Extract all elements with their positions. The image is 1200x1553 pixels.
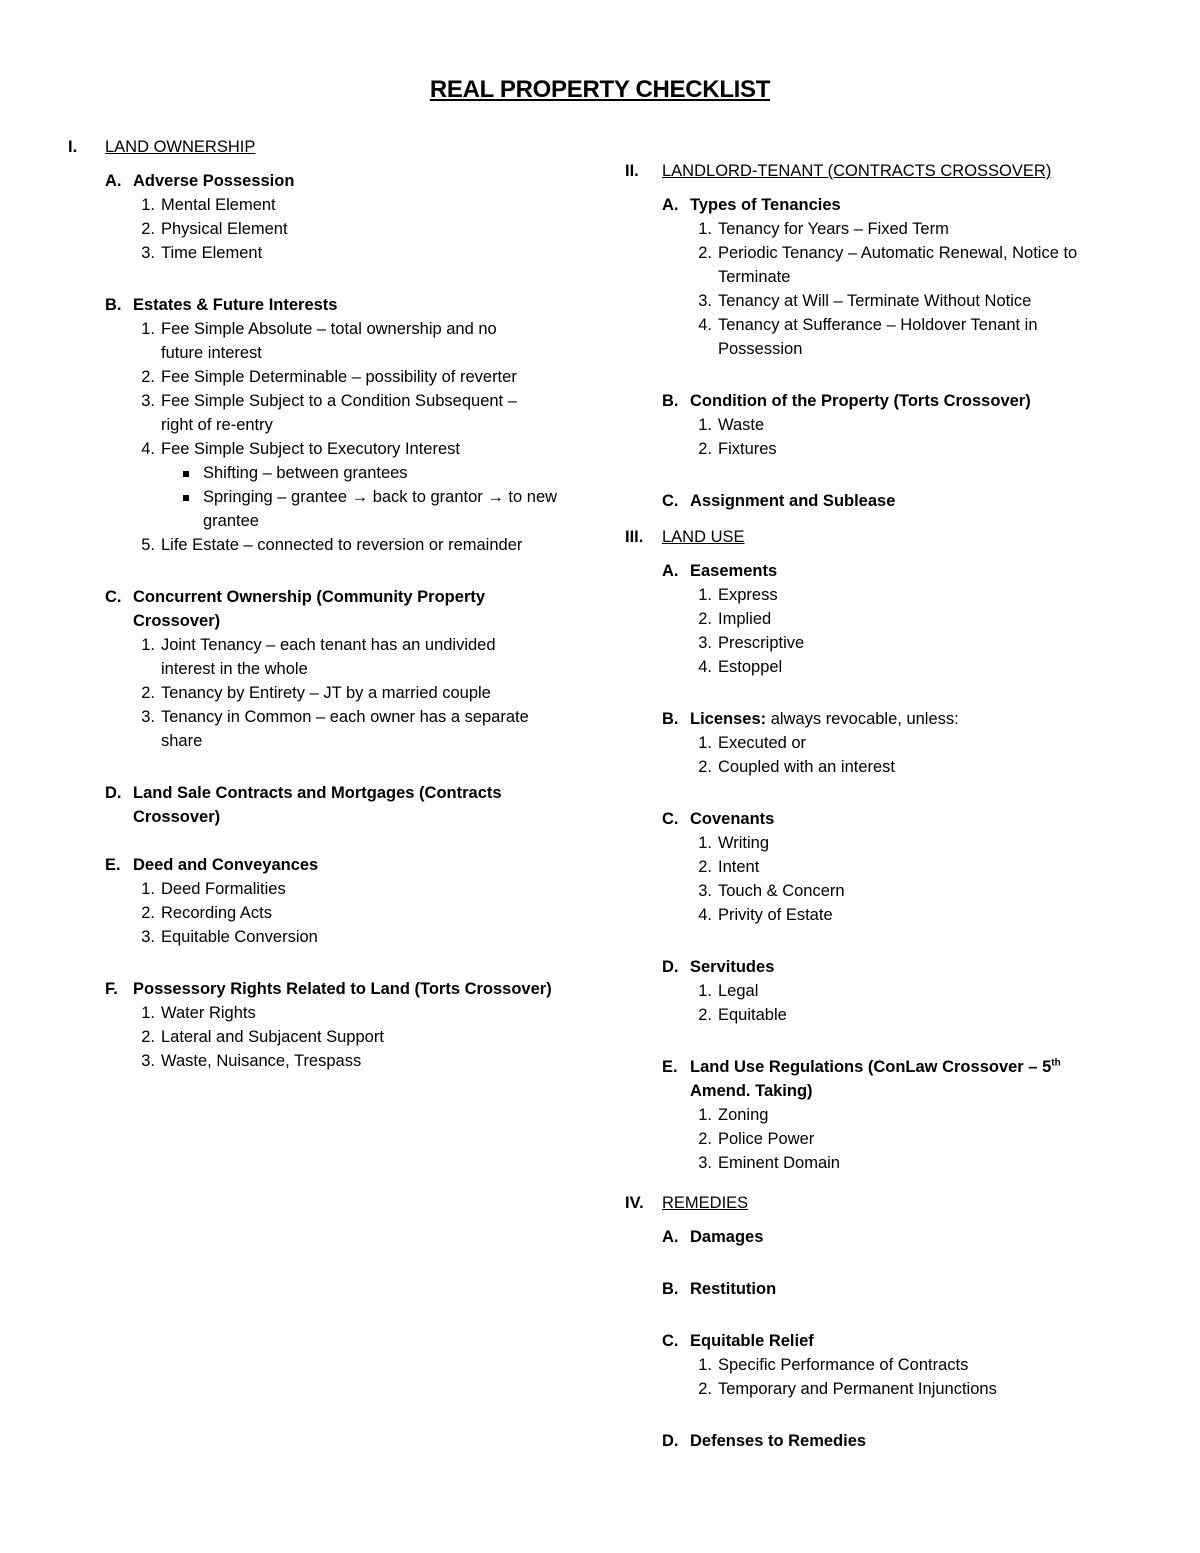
item-number: 1. [141,636,155,654]
item-text: Equitable [718,1006,787,1024]
subsection-letter: C. [105,588,122,606]
subsection-label: Assignment and Sublease [690,492,896,510]
item-number: 2. [698,440,712,458]
section-number: I. [68,138,78,156]
subsection-assignment-sublease [662,489,1145,513]
subsection-letter: C. [662,492,679,510]
item-number: 3. [141,708,155,726]
list-item [690,655,1145,679]
section-landlord-tenant [625,159,1145,513]
subsection-easements [662,559,1145,679]
square-bullet-icon [175,461,203,485]
item-number: 1. [141,320,155,338]
section-land-ownership [68,135,608,1073]
item-number: 3. [141,392,155,410]
item-text: Deed Formalities [161,880,286,898]
item-text: Specific Performance of Contracts [718,1356,969,1374]
subsection-letter: B. [662,1280,679,1298]
item-text: Express [718,586,778,604]
list-item [690,583,1145,607]
list-item [133,1049,608,1073]
subsection-letter: A. [662,1228,679,1246]
item-text: Water Rights [161,1004,256,1022]
list-item [133,877,608,901]
subsection-letter: C. [662,810,679,828]
subsection-land-use-regulations [662,1055,1145,1175]
item-text: Tenancy in Common – each owner has a separate share [161,708,529,750]
list-item [133,241,608,265]
section-land-use [625,525,1145,1175]
item-text: Fee Simple Subject to a Condition Subsequent – right of re-entry [161,392,517,434]
item-number: 5. [141,536,155,554]
section-label: LAND USE [662,528,745,546]
item-text: Periodic Tenancy – Automatic Renewal, Notice to Terminate [718,244,1078,286]
item-number: 2. [698,758,712,776]
list-item [690,607,1145,631]
subsection-label: Licenses: [690,710,767,728]
subsection-letter: D. [105,784,122,802]
list-item [133,217,608,241]
item-number: 1. [698,834,712,852]
item-text: Implied [718,610,772,628]
item-number: 3. [141,244,155,262]
item-number: 2. [698,858,712,876]
item-text: Intent [718,858,760,876]
list-item [133,925,608,949]
item-text: Fee Simple Determinable – possibility of reverter [161,368,517,386]
item-text: Touch & Concern [718,882,845,900]
item-text: Coupled with an interest [718,758,896,776]
item-number: 2. [141,220,155,238]
list-item [133,705,573,753]
list-item [690,1377,1145,1401]
subsection-equitable-relief [662,1329,1145,1401]
list-item [690,1003,1145,1027]
list-item [690,1151,1145,1175]
bullet-text: Shifting – between grantees [203,464,408,482]
item-text: Joint Tenancy – each tenant has an undivided interest in the whole [161,636,496,678]
item-number: 1. [141,1004,155,1022]
list-item [690,1103,1145,1127]
subsection-label [690,1055,1090,1103]
list-item [690,903,1145,927]
item-text: Privity of Estate [718,906,833,924]
section-label: LAND OWNERSHIP [105,138,256,156]
item-number: 2. [698,1380,712,1398]
subsection-label: Adverse Possession [133,172,295,190]
item-number: 3. [698,292,712,310]
subsection-label: Easements [690,562,778,580]
list-item [133,389,573,437]
item-number: 3. [698,882,712,900]
item-text: Fixtures [718,440,777,458]
item-number: 2. [141,684,155,702]
list-item [133,681,573,705]
list-item [133,365,573,389]
subsection-restitution [662,1277,1145,1301]
subsection-letter: A. [105,172,122,190]
subsection-covenants [662,807,1145,927]
item-number: 2. [698,1130,712,1148]
item-number: 1. [698,982,712,1000]
subsection-damages [662,1225,1145,1249]
subsection-label: Equitable Relief [690,1332,814,1350]
item-number: 2. [141,1028,155,1046]
item-number: 1. [698,220,712,238]
item-text: Waste [718,416,765,434]
item-number: 1. [698,1356,712,1374]
subsection-label: Types of Tenancies [690,196,841,214]
item-number: 3. [698,634,712,652]
subsection-letter: F. [105,980,118,998]
subsection-letter: B. [105,296,122,314]
left-column [68,135,608,1101]
list-item [133,1001,608,1025]
subsection-estates-future-interests [105,293,608,557]
subsection-label-part: Land Use Regulations (ConLaw Crossover – 5 [690,1058,1052,1076]
item-text: Executed or [718,734,807,752]
subsection-deed-conveyances [105,853,608,949]
subsection-letter: B. [662,710,679,728]
list-item [133,533,608,557]
item-text: Time Element [161,244,263,262]
item-text: Writing [718,834,770,852]
subsection-label: Land Sale Contracts and Mortgages (Contracts Crossover) [133,784,502,826]
list-item [133,901,608,925]
section-label: LANDLORD-TENANT (CONTRACTS CROSSOVER) [662,162,1052,180]
item-number: 2. [141,368,155,386]
subsection-land-sale-contracts [105,781,608,829]
subsection-label: Servitudes [690,958,775,976]
item-number: 1. [698,734,712,752]
section-number: II. [625,162,639,180]
list-item [690,217,1145,241]
section-heading [68,135,608,159]
subsection-note: always revocable, unless: [766,710,959,728]
item-text: Recording Acts [161,904,272,922]
item-number: 4. [141,440,155,458]
subsection-letter: B. [662,392,679,410]
bullet-text: Springing – grantee → back to grantor → to new grantee [203,488,558,530]
item-number: 2. [698,1006,712,1024]
section-number: III. [625,528,644,546]
page-title: REAL PROPERTY CHECKLIST [429,76,771,103]
item-text: Fee Simple Absolute – total ownership and no future interest [161,320,497,362]
list-item [133,633,573,681]
item-number: 1. [141,196,155,214]
item-text: Tenancy at Will – Terminate Without Notice [718,292,1032,310]
item-text: Eminent Domain [718,1154,840,1172]
subsection-letter: A. [662,562,679,580]
item-text: Tenancy for Years – Fixed Term [718,220,949,238]
item-text: Legal [718,982,759,1000]
subsection-concurrent-ownership [105,585,608,753]
subsection-letter: E. [662,1058,678,1076]
subsection-letter: D. [662,958,679,976]
item-number: 3. [698,1154,712,1172]
subsection-possessory-rights [105,977,608,1073]
item-number: 1. [698,416,712,434]
superscript: th [1051,1057,1061,1069]
item-number: 2. [698,610,712,628]
list-item [690,313,1145,361]
list-item [690,879,1145,903]
list-item [690,289,1145,313]
subsection-types-of-tenancies [662,193,1145,361]
list-item [690,831,1145,855]
item-text: Temporary and Permanent Injunctions [718,1380,997,1398]
list-item [690,241,1145,289]
item-number: 1. [698,586,712,604]
item-text: Equitable Conversion [161,928,318,946]
section-remedies [625,1191,1145,1453]
list-item [690,437,1145,461]
subsection-servitudes [662,955,1145,1027]
list-item [690,755,1145,779]
subsection-label: Covenants [690,810,775,828]
subsection-letter: E. [105,856,121,874]
item-number: 1. [141,880,155,898]
list-item [690,979,1145,1003]
item-text: Estoppel [718,658,783,676]
list-item [690,413,1145,437]
square-bullet-icon [175,485,203,533]
item-number: 3. [141,928,155,946]
section-label: REMEDIES [662,1194,749,1212]
item-number: 2. [141,904,155,922]
item-number: 1. [698,1106,712,1124]
subsection-letter: D. [662,1432,679,1450]
item-text: Mental Element [161,196,276,214]
subsection-label: Estates & Future Interests [133,296,338,314]
subsection-label-part: Amend. Taking) [690,1058,1065,1100]
bullet-item [175,485,615,533]
subsection-label: Defenses to Remedies [690,1432,867,1450]
item-text: Zoning [718,1106,769,1124]
list-item [690,855,1145,879]
subsection-label: Concurrent Ownership (Community Property Crossover) [133,588,486,630]
list-item [690,631,1145,655]
item-text: Tenancy at Sufferance – Holdover Tenant in Possession [718,316,1038,358]
item-number: 2. [698,244,712,262]
list-item [133,317,573,365]
subsection-defenses-to-remedies [662,1429,1145,1453]
subsection-condition-of-property [662,389,1145,461]
subsection-letter: A. [662,196,679,214]
item-text: Physical Element [161,220,288,238]
subsection-adverse-possession [105,169,608,265]
subsection-licenses [662,707,1145,779]
item-number: 4. [698,906,712,924]
right-column [625,159,1145,1481]
subsection-label: Damages [690,1228,764,1246]
subsection-label: Restitution [690,1280,777,1298]
item-number: 3. [141,1052,155,1070]
section-number: IV. [625,1194,644,1212]
list-item [690,1127,1145,1151]
item-number: 4. [698,316,712,334]
item-text: Fee Simple Subject to Executory Interest [161,440,460,458]
subsection-label: Condition of the Property (Torts Crossover) [690,392,1031,410]
list-item [133,193,608,217]
subsection-label: Possessory Rights Related to Land (Torts Crossover) [133,980,552,998]
list-item [690,731,1145,755]
subsection-letter: C. [662,1332,679,1350]
list-item [690,1353,1145,1377]
item-text: Waste, Nuisance, Trespass [161,1052,362,1070]
item-number: 4. [698,658,712,676]
item-text: Life Estate – connected to reversion or remainder [161,536,523,554]
item-text: Prescriptive [718,634,805,652]
item-text: Lateral and Subjacent Support [161,1028,384,1046]
item-text: Tenancy by Entirety – JT by a married couple [161,684,491,702]
item-text: Police Power [718,1130,815,1148]
list-item [133,1025,608,1049]
list-item [133,437,573,461]
subsection-label: Deed and Conveyances [133,856,319,874]
bullet-item [175,461,615,485]
